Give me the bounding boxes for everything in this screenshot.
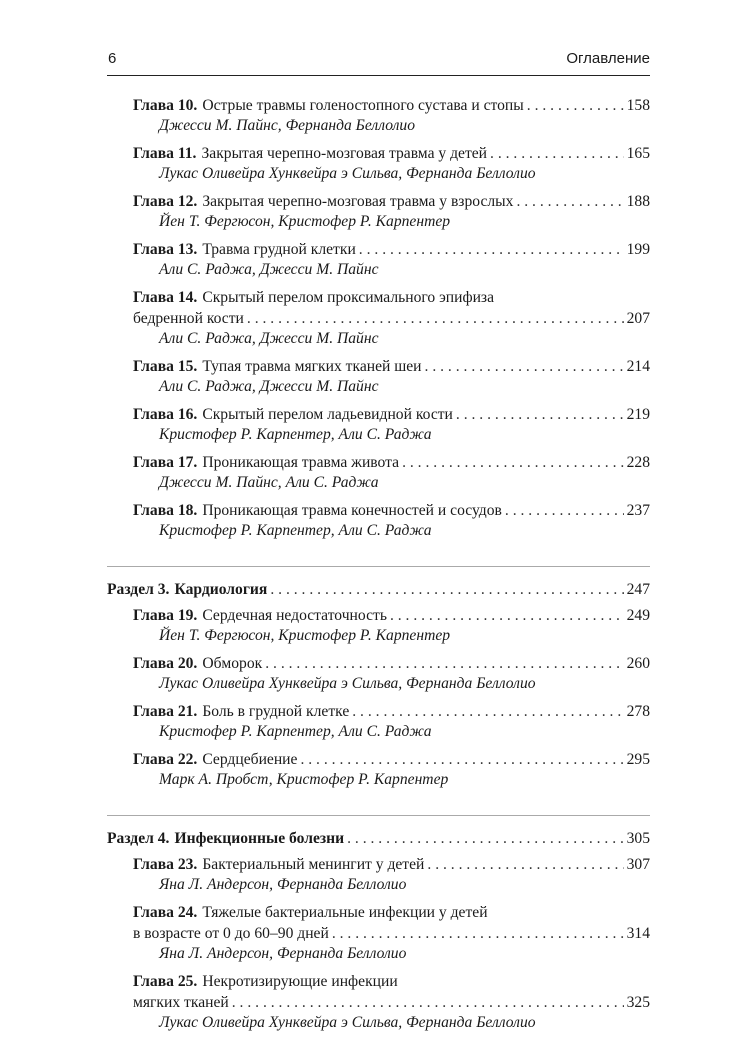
chapter-authors: Кристофер Р. Карпентер, Али С. Раджа xyxy=(159,723,432,740)
dot-leader xyxy=(347,828,624,849)
chapter-label: Глава 19. xyxy=(133,607,198,624)
chapter-authors: Джесси М. Пайнс, Фернанда Беллолио xyxy=(159,117,416,134)
toc-chapter-entry[interactable] xyxy=(107,749,650,790)
page-ref: 188 xyxy=(626,193,650,210)
chapter-label: Глава 20. xyxy=(133,655,198,672)
chapter-authors: Йен Т. Фергюсон, Кристофер Р. Карпентер xyxy=(159,627,451,644)
chapter-title: Сердцебиение xyxy=(202,751,298,768)
dot-leader xyxy=(332,923,624,944)
chapter-title: Закрытая черепно-мозговая травма у детей xyxy=(201,145,488,162)
toc-line xyxy=(133,308,650,329)
toc-line xyxy=(133,191,650,212)
toc-line xyxy=(107,828,650,849)
running-header xyxy=(107,50,650,72)
section-title: Кардиология xyxy=(174,581,268,598)
page-ref: 314 xyxy=(626,925,650,942)
chapter-title: Сердечная недостаточность xyxy=(202,607,387,624)
chapter-title: Проникающая травма живота xyxy=(202,454,400,471)
toc-chapter-entry[interactable] xyxy=(107,605,650,646)
toc-line xyxy=(133,239,650,260)
section-divider xyxy=(107,548,650,567)
dot-leader xyxy=(402,452,624,473)
chapter-authors: Марк А. Пробст, Кристофер Р. Карпентер xyxy=(159,771,449,788)
toc-chapter-entry[interactable] xyxy=(107,287,650,349)
toc-chapter-entry[interactable] xyxy=(107,239,650,280)
chapter-label: Глава 13. xyxy=(133,241,198,258)
chapter-authors: Яна Л. Андерсон, Фернанда Беллолио xyxy=(159,876,407,893)
page-ref: 247 xyxy=(626,581,650,598)
dot-leader xyxy=(516,191,623,212)
page-ref: 249 xyxy=(626,607,650,624)
page-ref: 214 xyxy=(626,358,650,375)
toc-line xyxy=(133,95,650,116)
page-number: 6 xyxy=(108,50,117,67)
chapter-title: Тяжелые бактериальные инфекции у детей xyxy=(202,904,488,921)
chapter-title: Острые травмы голеностопного сустава и стопы xyxy=(202,97,524,114)
dot-leader xyxy=(247,308,624,329)
chapter-title: Проникающая травма конечностей и сосудов xyxy=(202,502,502,519)
chapter-title: Травма грудной клетки xyxy=(202,241,356,258)
header-rule xyxy=(107,75,650,76)
page-ref: 307 xyxy=(626,856,650,873)
chapter-authors: Али С. Раджа, Джесси М. Пайнс xyxy=(159,261,379,278)
chapter-label: Глава 23. xyxy=(133,856,198,873)
toc-line xyxy=(133,287,650,308)
toc-line xyxy=(133,923,650,944)
chapter-authors: Кристофер Р. Карпентер, Али С. Раджа xyxy=(159,426,432,443)
toc-line xyxy=(133,992,650,1013)
toc-line xyxy=(107,579,650,600)
page-ref: 237 xyxy=(626,502,650,519)
toc-chapter-entry[interactable] xyxy=(107,143,650,184)
chapter-title: Скрытый перелом проксимального эпифиза xyxy=(202,289,495,306)
dot-leader xyxy=(456,404,624,425)
chapter-label: Глава 16. xyxy=(133,406,198,423)
dot-leader xyxy=(425,356,624,377)
toc-line xyxy=(133,749,650,770)
chapter-title: Боль в грудной клетке xyxy=(202,703,350,720)
chapter-label: Глава 21. xyxy=(133,703,198,720)
toc-section-entry[interactable] xyxy=(107,828,650,849)
page-ref: 228 xyxy=(626,454,650,471)
chapter-label: Глава 10. xyxy=(133,97,198,114)
dot-leader xyxy=(505,500,624,521)
table-of-contents xyxy=(107,95,650,1040)
toc-chapter-entry[interactable] xyxy=(107,404,650,445)
chapter-title: Тупая травма мягких тканей шеи xyxy=(202,358,422,375)
chapter-title: мягких тканей xyxy=(133,994,229,1011)
toc-line xyxy=(133,500,650,521)
section-title: Инфекционные болезни xyxy=(174,830,345,847)
chapter-authors: Лукас Оливейра Хунквейра э Сильва, Фернанда Беллолио xyxy=(159,675,536,692)
dot-leader xyxy=(359,239,624,260)
toc-chapter-entry[interactable] xyxy=(107,191,650,232)
dot-leader xyxy=(232,992,624,1013)
page-ref: 305 xyxy=(626,830,650,847)
page-ref: 165 xyxy=(626,145,650,162)
toc-line xyxy=(133,143,650,164)
chapter-authors: Йен Т. Фергюсон, Кристофер Р. Карпентер xyxy=(159,213,451,230)
page-ref: 295 xyxy=(626,751,650,768)
dot-leader xyxy=(527,95,624,116)
toc-line xyxy=(133,854,650,875)
toc-line xyxy=(133,356,650,377)
chapter-authors: Али С. Раджа, Джесси М. Пайнс xyxy=(159,330,379,347)
toc-chapter-entry[interactable] xyxy=(107,452,650,493)
toc-chapter-entry[interactable] xyxy=(107,356,650,397)
chapter-label: Глава 14. xyxy=(133,289,198,306)
page-ref: 207 xyxy=(626,310,650,327)
chapter-title: Скрытый перелом ладьевидной кости xyxy=(202,406,453,423)
page-ref: 325 xyxy=(626,994,650,1011)
chapter-authors: Джесси М. Пайнс, Али С. Раджа xyxy=(159,474,379,491)
section-label: Раздел 4. xyxy=(107,830,170,847)
dot-leader xyxy=(352,701,623,722)
dot-leader xyxy=(490,143,624,164)
chapter-label: Глава 24. xyxy=(133,904,198,921)
toc-line xyxy=(133,605,650,626)
page-ref: 278 xyxy=(626,703,650,720)
chapter-title: в возрасте от 0 до 60–90 дней xyxy=(133,925,329,942)
chapter-label: Глава 11. xyxy=(133,145,197,162)
toc-line xyxy=(133,653,650,674)
toc-chapter-entry[interactable] xyxy=(107,653,650,694)
chapter-title: Обморок xyxy=(202,655,263,672)
toc-line xyxy=(133,404,650,425)
section-label: Раздел 3. xyxy=(107,581,170,598)
toc-line xyxy=(133,452,650,473)
page-ref: 158 xyxy=(626,97,650,114)
dot-leader xyxy=(390,605,624,626)
page-ref: 199 xyxy=(626,241,650,258)
chapter-title: Бактериальный менингит у детей xyxy=(202,856,425,873)
toc-line xyxy=(133,902,650,923)
page-ref: 219 xyxy=(626,406,650,423)
page-ref: 260 xyxy=(626,655,650,672)
toc-chapter-entry[interactable] xyxy=(107,971,650,1033)
chapter-label: Глава 12. xyxy=(133,193,198,210)
toc-section-entry[interactable] xyxy=(107,579,650,600)
dot-leader xyxy=(427,854,623,875)
chapter-authors: Лукас Оливейра Хунквейра э Сильва, Фернанда Беллолио xyxy=(159,1014,536,1031)
toc-chapter-entry[interactable] xyxy=(107,95,650,136)
toc-chapter-entry[interactable] xyxy=(107,500,650,541)
chapter-label: Глава 15. xyxy=(133,358,198,375)
chapter-authors: Яна Л. Андерсон, Фернанда Беллолио xyxy=(159,945,407,962)
dot-leader xyxy=(270,579,623,600)
chapter-authors: Кристофер Р. Карпентер, Али С. Раджа xyxy=(159,522,432,539)
chapter-authors: Али С. Раджа, Джесси М. Пайнс xyxy=(159,378,379,395)
chapter-label: Глава 18. xyxy=(133,502,198,519)
chapter-title: бедренной кости xyxy=(133,310,244,327)
running-title: Оглавление xyxy=(566,50,650,67)
chapter-title: Закрытая черепно-мозговая травма у взрослых xyxy=(202,193,514,210)
section-divider xyxy=(107,797,650,816)
toc-line xyxy=(133,971,650,992)
chapter-title: Некротизирующие инфекции xyxy=(202,973,398,990)
toc-chapter-entry[interactable] xyxy=(107,902,650,964)
toc-chapter-entry[interactable] xyxy=(107,701,650,742)
chapter-label: Глава 22. xyxy=(133,751,198,768)
toc-chapter-entry[interactable] xyxy=(107,854,650,895)
chapter-label: Глава 25. xyxy=(133,973,198,990)
dot-leader xyxy=(265,653,623,674)
chapter-label: Глава 17. xyxy=(133,454,198,471)
toc-line xyxy=(133,701,650,722)
chapter-authors: Лукас Оливейра Хунквейра э Сильва, Фернанда Беллолио xyxy=(159,165,536,182)
dot-leader xyxy=(300,749,623,770)
